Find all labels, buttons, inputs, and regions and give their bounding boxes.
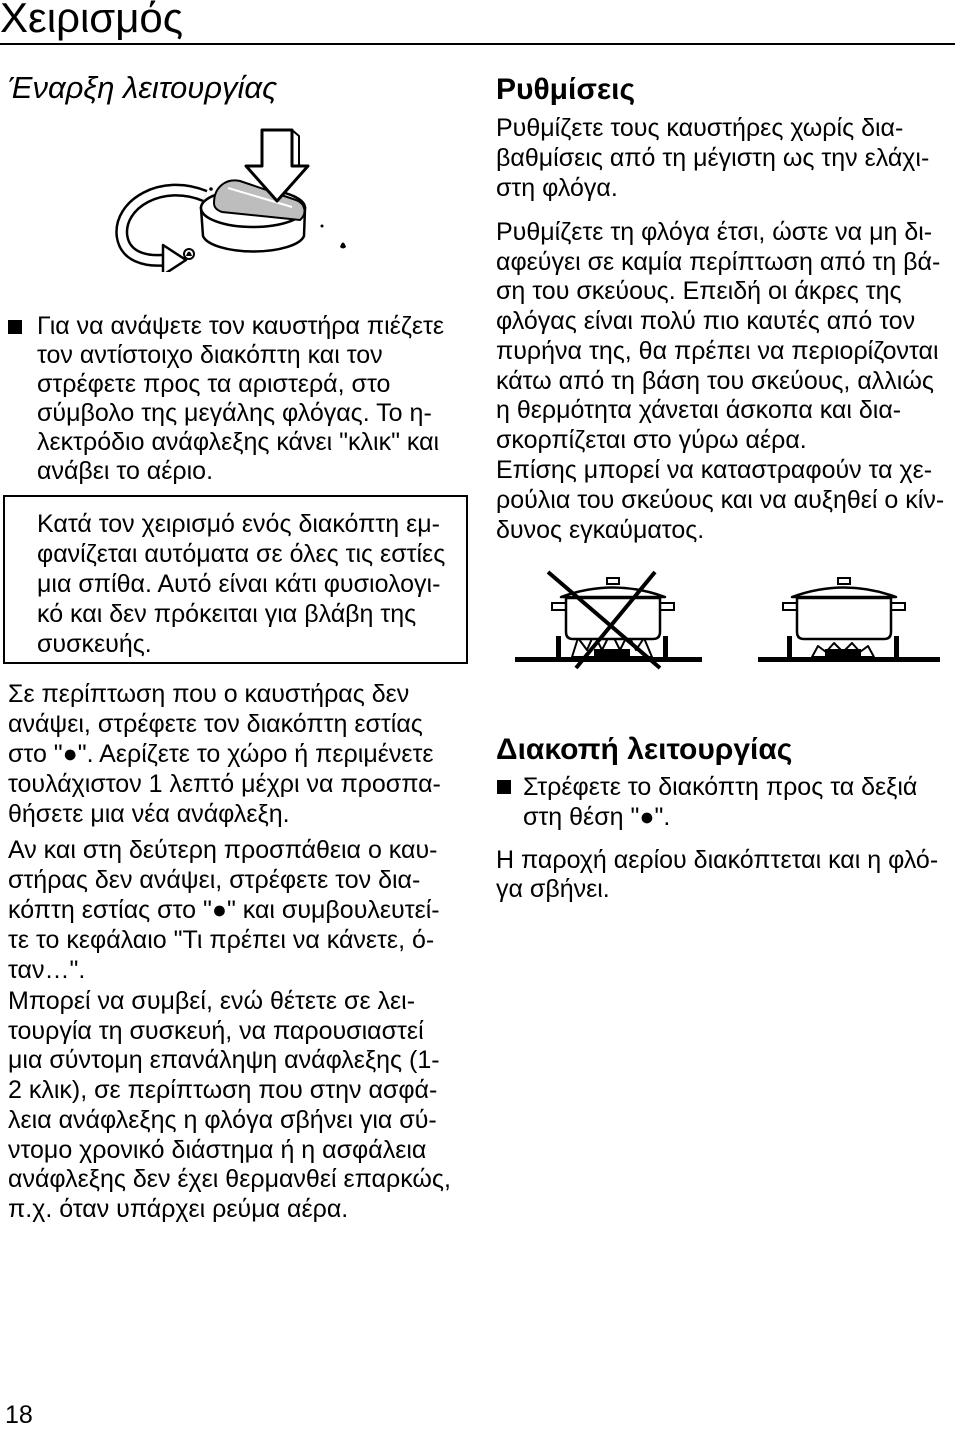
- text-line: στρέφετε προς τα αριστερά, στο: [37, 370, 391, 398]
- text-line: 2 κλικ), σε περίπτωση που στην ασφά-: [8, 1076, 438, 1105]
- text-line: Επίσης μπορεί να καταστραφούν τα χε-: [496, 456, 933, 484]
- ignition-instruction: [37, 312, 444, 486]
- text-line: πυρήνα της, θα πρέπει να περιορίζονται: [496, 336, 939, 365]
- pot-handle: [783, 603, 797, 610]
- paragraph-second-attempt: [8, 835, 440, 985]
- pot-flame-size-illustration: [510, 565, 950, 677]
- text-line: σύμβολο της μεγάλης φλόγας. Το η-: [37, 399, 432, 427]
- trivet-post: [556, 636, 561, 658]
- text-line: μια σύντομη επανάληψη ανάφλεξης (1-: [8, 1046, 440, 1075]
- shutdown-instruction: [523, 772, 917, 832]
- text-line: Στρέφετε το διακόπτη προς τα δεξιά: [523, 773, 918, 801]
- text-line: λεκτρόδιο ανάφλεξης κάνει "κλικ" και: [37, 428, 440, 456]
- correct-flame-pot: [758, 578, 940, 662]
- paragraph-gas-off: [496, 846, 938, 904]
- text-line: σκορπίζεται στο γύρω αέρα.: [496, 425, 807, 454]
- pot-lid: [792, 588, 896, 598]
- oversized-flame-pot: [515, 572, 702, 668]
- text-line: η θερμότητα χάνεται άσκοπα και δια-: [496, 396, 902, 425]
- text-line: τε το κεφάλαιο "Τι πρέπει να κάνετε, ό-: [8, 926, 435, 954]
- section-heading-shutdown: Διακοπή λειτουργίας: [496, 733, 793, 766]
- pot-handle: [891, 603, 905, 610]
- pot-body: [566, 598, 660, 639]
- text-line: ανάφλεξης δεν έχει θερμανθεί επαρκώς,: [8, 1165, 451, 1194]
- section-heading-settings: Ρυθμίσεις: [496, 73, 636, 106]
- page-number: 18: [5, 1401, 33, 1429]
- text-line: ρούλια του σκεύους και να αυξηθεί ο κίν-: [496, 486, 945, 514]
- text-line: μια σπίθα. Αυτό είναι κάτι φυσιολογι-: [37, 570, 441, 598]
- text-line: αφεύγει σε καμία περίπτωση από τη βά-: [496, 247, 941, 276]
- text-line: π.χ. όταν υπάρχει ρεύμα αέρα.: [8, 1194, 349, 1223]
- control-knob: [201, 180, 305, 251]
- text-line: τουργία τη συσκευή, να παρουσιαστεί: [8, 1016, 424, 1045]
- text-line: τουλάχιστον 1 λεπτό μέχρι να προσπα-: [8, 770, 441, 798]
- burner-cap: [594, 649, 630, 657]
- header-divider: [0, 43, 955, 45]
- text-line: λεια ανάφλεξης η φλόγα σβήνει για σύ-: [8, 1105, 437, 1134]
- paragraph-flame-size: [496, 218, 940, 456]
- paragraph-reignition: [8, 987, 451, 1225]
- text-line: φλόγας είναι πολύ πιο καυτές από τον: [496, 307, 916, 336]
- text-line: τον αντίστοιχο διακόπτη και τον: [37, 341, 383, 369]
- text-line: Κατά τον χειρισμό ενός διακόπτη εμ-: [37, 510, 440, 538]
- page-title: Χειρισμός: [0, 0, 184, 41]
- position-marker-dot: [209, 187, 213, 191]
- square-bullet-icon: [497, 780, 511, 794]
- trivet-post: [787, 636, 792, 658]
- paragraph-handle-warning: [496, 455, 944, 545]
- paragraph-settings-range: [496, 113, 929, 203]
- note-box: [3, 495, 468, 664]
- text-line: φανίζεται αυτόματα σε όλες τις εστίες: [37, 540, 446, 568]
- text-line: κόπτη εστίας στο "●" και συμβουλευτεί-: [8, 896, 440, 924]
- pot-handle: [552, 603, 566, 610]
- trivet-post: [894, 636, 899, 658]
- rotate-left-arrow-icon: [122, 190, 205, 272]
- position-marker-dot: [321, 225, 324, 228]
- text-line: Η παροχή αερίου διακόπτεται και η φλό-: [496, 846, 939, 874]
- text-line: στο "●". Αερίζετε το χώρο ή περιμένετε: [8, 740, 434, 768]
- small-flame-symbol-icon: [340, 243, 346, 249]
- text-line: Για να ανάψετε τον καυστήρα πιέζετε: [37, 312, 445, 340]
- text-line: στη θέση "●".: [523, 803, 671, 831]
- text-line: Ρυθμίζετε τη φλόγα έτσι, ώστε να μη δι-: [496, 218, 933, 246]
- text-line: ντομο χρονικό διάστημα ή η ασφάλεια: [8, 1135, 427, 1164]
- text-line: ση του σκεύους. Επειδή οι άκρες της: [496, 277, 902, 306]
- pot-body: [797, 598, 891, 639]
- text-line: συσκευής.: [37, 630, 152, 658]
- section-heading-start: Έναρξη λειτουργίας: [8, 70, 278, 105]
- pot-lid-knob: [607, 578, 619, 584]
- text-line: στήρας δεν ανάψει, στρέφετε τον δια-: [8, 866, 421, 894]
- text-line: βαθμίσεις από τη μέγιστη ως την ελάχι-: [496, 144, 930, 172]
- text-line: θήσετε μια νέα ανάφλεξη.: [8, 800, 290, 828]
- text-line: Ρυθμίζετε τους καυστήρες χωρίς δια-: [496, 114, 904, 142]
- text-line: Μπορεί να συμβεί, ενώ θέτετε σε λει-: [8, 987, 416, 1015]
- pot-lid-knob: [838, 578, 850, 584]
- knob-push-turn-illustration: [110, 122, 370, 272]
- text-line: ταν…".: [8, 956, 86, 984]
- text-line: ανάψει, στρέφετε τον διακόπτη εστίας: [8, 710, 423, 738]
- paragraph-no-ignition: [8, 679, 441, 829]
- burner-cap: [825, 649, 861, 657]
- text-line: Σε περίπτωση που ο καυστήρας δεν: [8, 680, 410, 708]
- pot-handle: [660, 603, 674, 610]
- text-line: δυνος εγκαύματος.: [496, 516, 705, 544]
- text-line: κό και δεν πρόκειται για βλάβη της: [37, 600, 417, 628]
- text-line: Αν και στη δεύτερη προσπάθεια ο καυ-: [8, 836, 438, 864]
- text-line: γα σβήνει.: [496, 875, 610, 903]
- trivet-post: [663, 636, 668, 658]
- text-line: ανάβει το αέριο.: [37, 457, 214, 485]
- large-flame-symbol-icon: [184, 249, 194, 259]
- text-line: κάτω από τη βάση του σκεύους, αλλιώς: [496, 366, 934, 395]
- square-bullet-icon: [8, 320, 22, 334]
- text-line: στη φλόγα.: [496, 174, 618, 202]
